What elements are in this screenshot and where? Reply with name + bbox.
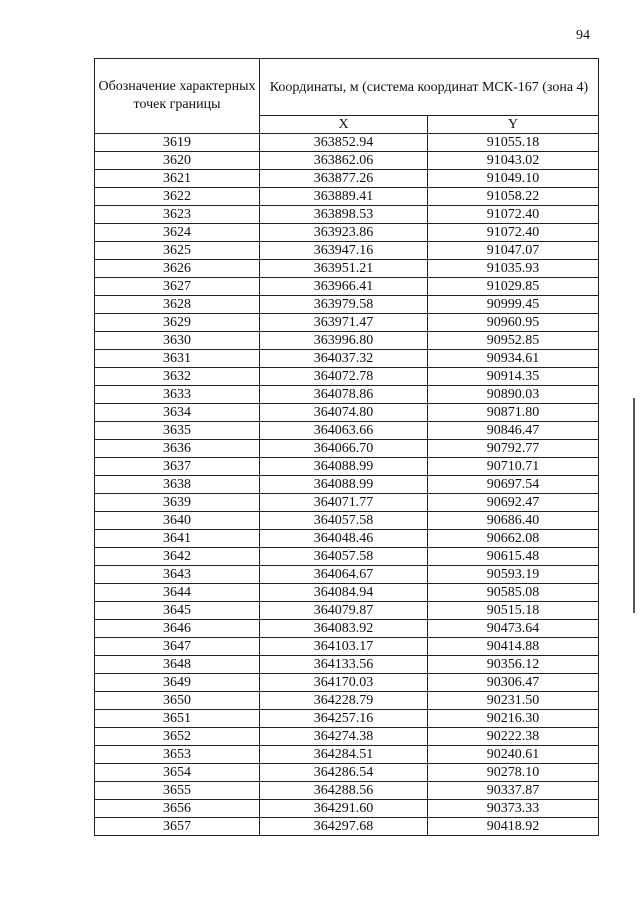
- table-row: [95, 746, 599, 764]
- y-cell: 90615.48: [428, 548, 599, 566]
- point-cell: 3645: [95, 602, 260, 620]
- y-cell: 90871.80: [428, 404, 599, 422]
- table-row: [95, 188, 599, 206]
- table-row: [95, 134, 599, 152]
- point-cell: 3624: [95, 224, 260, 242]
- x-cell: 363877.26: [260, 170, 428, 188]
- y-cell: 90914.35: [428, 368, 599, 386]
- table-row: [95, 206, 599, 224]
- y-cell: 90306.47: [428, 674, 599, 692]
- table-row: [95, 332, 599, 350]
- x-cell: 364170.03: [260, 674, 428, 692]
- y-cell: 90373.33: [428, 800, 599, 818]
- x-cell: 364088.99: [260, 476, 428, 494]
- point-cell: 3629: [95, 314, 260, 332]
- point-cell: 3649: [95, 674, 260, 692]
- y-cell: 91072.40: [428, 224, 599, 242]
- point-column-header: Обозначение характерных точек границы: [95, 59, 260, 134]
- x-cell: 363862.06: [260, 152, 428, 170]
- y-cell: 90710.71: [428, 458, 599, 476]
- table-row: [95, 548, 599, 566]
- point-cell: 3628: [95, 296, 260, 314]
- x-cell: 364103.17: [260, 638, 428, 656]
- y-cell: 90414.88: [428, 638, 599, 656]
- table-row: [95, 170, 599, 188]
- table-row: [95, 314, 599, 332]
- y-cell: 90792.77: [428, 440, 599, 458]
- y-cell: 90686.40: [428, 512, 599, 530]
- table-row: [95, 368, 599, 386]
- table-row: [95, 386, 599, 404]
- table-row: [95, 422, 599, 440]
- point-cell: 3638: [95, 476, 260, 494]
- x-cell: 364228.79: [260, 692, 428, 710]
- x-cell: 363898.53: [260, 206, 428, 224]
- table-row: [95, 782, 599, 800]
- point-cell: 3622: [95, 188, 260, 206]
- y-cell: 91035.93: [428, 260, 599, 278]
- point-cell: 3634: [95, 404, 260, 422]
- x-cell: 363966.41: [260, 278, 428, 296]
- table-row: [95, 566, 599, 584]
- point-cell: 3621: [95, 170, 260, 188]
- y-cell: 90473.64: [428, 620, 599, 638]
- point-cell: 3656: [95, 800, 260, 818]
- x-cell: 364048.46: [260, 530, 428, 548]
- table-row: [95, 818, 599, 836]
- x-cell: 363852.94: [260, 134, 428, 152]
- point-cell: 3654: [95, 764, 260, 782]
- point-cell: 3650: [95, 692, 260, 710]
- y-cell: 90240.61: [428, 746, 599, 764]
- x-cell: 364057.58: [260, 512, 428, 530]
- x-cell: 363971.47: [260, 314, 428, 332]
- x-cell: 363979.58: [260, 296, 428, 314]
- x-cell: 363996.80: [260, 332, 428, 350]
- table-row: [95, 584, 599, 602]
- point-cell: 3655: [95, 782, 260, 800]
- point-cell: 3633: [95, 386, 260, 404]
- x-cell: 364072.78: [260, 368, 428, 386]
- table-row: [95, 260, 599, 278]
- x-cell: 364297.68: [260, 818, 428, 836]
- coordinates-header: Координаты, м (система координат МСК-167 (зона 4): [260, 59, 599, 116]
- point-cell: 3646: [95, 620, 260, 638]
- point-cell: 3653: [95, 746, 260, 764]
- table-row: [95, 674, 599, 692]
- y-cell: 90216.30: [428, 710, 599, 728]
- x-cell: 364063.66: [260, 422, 428, 440]
- table-row: [95, 476, 599, 494]
- table-row: [95, 710, 599, 728]
- table-row: [95, 296, 599, 314]
- x-cell: 364079.87: [260, 602, 428, 620]
- table-row: [95, 656, 599, 674]
- table-row: [95, 440, 599, 458]
- x-cell: 364078.86: [260, 386, 428, 404]
- y-cell: 90356.12: [428, 656, 599, 674]
- y-cell: 91043.02: [428, 152, 599, 170]
- y-cell: 90952.85: [428, 332, 599, 350]
- table-row: [95, 728, 599, 746]
- point-cell: 3636: [95, 440, 260, 458]
- y-cell: 91055.18: [428, 134, 599, 152]
- x-cell: 364071.77: [260, 494, 428, 512]
- point-cell: 3635: [95, 422, 260, 440]
- point-cell: 3651: [95, 710, 260, 728]
- x-cell: 364291.60: [260, 800, 428, 818]
- y-cell: 90222.38: [428, 728, 599, 746]
- table-row: [95, 638, 599, 656]
- x-cell: 364064.67: [260, 566, 428, 584]
- x-cell: 364133.56: [260, 656, 428, 674]
- y-cell: 90846.47: [428, 422, 599, 440]
- point-cell: 3644: [95, 584, 260, 602]
- y-cell: 91029.85: [428, 278, 599, 296]
- table-row: [95, 278, 599, 296]
- y-cell: 91047.07: [428, 242, 599, 260]
- table-row: [95, 602, 599, 620]
- table-row: [95, 152, 599, 170]
- point-cell: 3625: [95, 242, 260, 260]
- x-cell: 364084.94: [260, 584, 428, 602]
- x-cell: 363889.41: [260, 188, 428, 206]
- table-row: [95, 224, 599, 242]
- y-cell: 90890.03: [428, 386, 599, 404]
- table-row: [95, 800, 599, 818]
- x-cell: 363947.16: [260, 242, 428, 260]
- table-row: [95, 620, 599, 638]
- y-cell: 90960.95: [428, 314, 599, 332]
- coordinates-table-body: [95, 134, 599, 836]
- table-row: [95, 242, 599, 260]
- table-row: [95, 692, 599, 710]
- table-row: [95, 494, 599, 512]
- point-cell: 3626: [95, 260, 260, 278]
- point-cell: 3642: [95, 548, 260, 566]
- y-cell: 90692.47: [428, 494, 599, 512]
- point-cell: 3627: [95, 278, 260, 296]
- y-cell: 91049.10: [428, 170, 599, 188]
- point-cell: 3647: [95, 638, 260, 656]
- y-cell: 91058.22: [428, 188, 599, 206]
- table-row: [95, 404, 599, 422]
- x-cell: 364083.92: [260, 620, 428, 638]
- y-cell: 90231.50: [428, 692, 599, 710]
- y-cell: 90934.61: [428, 350, 599, 368]
- x-column-header: X: [260, 116, 428, 134]
- point-cell: 3641: [95, 530, 260, 548]
- x-cell: 364088.99: [260, 458, 428, 476]
- y-cell: 90697.54: [428, 476, 599, 494]
- table-row: [95, 458, 599, 476]
- x-cell: 364066.70: [260, 440, 428, 458]
- y-cell: 90662.08: [428, 530, 599, 548]
- table-row: [95, 512, 599, 530]
- y-cell: 90418.92: [428, 818, 599, 836]
- point-cell: 3631: [95, 350, 260, 368]
- point-cell: 3648: [95, 656, 260, 674]
- point-cell: 3637: [95, 458, 260, 476]
- y-column-header: Y: [428, 116, 599, 134]
- y-cell: 90999.45: [428, 296, 599, 314]
- point-cell: 3643: [95, 566, 260, 584]
- point-cell: 3657: [95, 818, 260, 836]
- y-cell: 90278.10: [428, 764, 599, 782]
- point-cell: 3639: [95, 494, 260, 512]
- x-cell: 364284.51: [260, 746, 428, 764]
- point-cell: 3623: [95, 206, 260, 224]
- x-cell: 363951.21: [260, 260, 428, 278]
- x-cell: 364274.38: [260, 728, 428, 746]
- x-cell: 364074.80: [260, 404, 428, 422]
- x-cell: 364257.16: [260, 710, 428, 728]
- page-number: 94: [576, 28, 590, 43]
- point-cell: 3630: [95, 332, 260, 350]
- x-cell: 364286.54: [260, 764, 428, 782]
- x-cell: 363923.86: [260, 224, 428, 242]
- scan-edge-mark: [633, 398, 635, 613]
- x-cell: 364057.58: [260, 548, 428, 566]
- y-cell: 90585.08: [428, 584, 599, 602]
- table-row: [95, 764, 599, 782]
- y-cell: 90337.87: [428, 782, 599, 800]
- point-cell: 3620: [95, 152, 260, 170]
- point-cell: 3652: [95, 728, 260, 746]
- point-cell: 3619: [95, 134, 260, 152]
- x-cell: 364288.56: [260, 782, 428, 800]
- y-cell: 90593.19: [428, 566, 599, 584]
- point-cell: 3640: [95, 512, 260, 530]
- point-cell: 3632: [95, 368, 260, 386]
- table-row: [95, 350, 599, 368]
- y-cell: 90515.18: [428, 602, 599, 620]
- coordinates-table: [94, 58, 599, 836]
- x-cell: 364037.32: [260, 350, 428, 368]
- y-cell: 91072.40: [428, 206, 599, 224]
- table-row: [95, 530, 599, 548]
